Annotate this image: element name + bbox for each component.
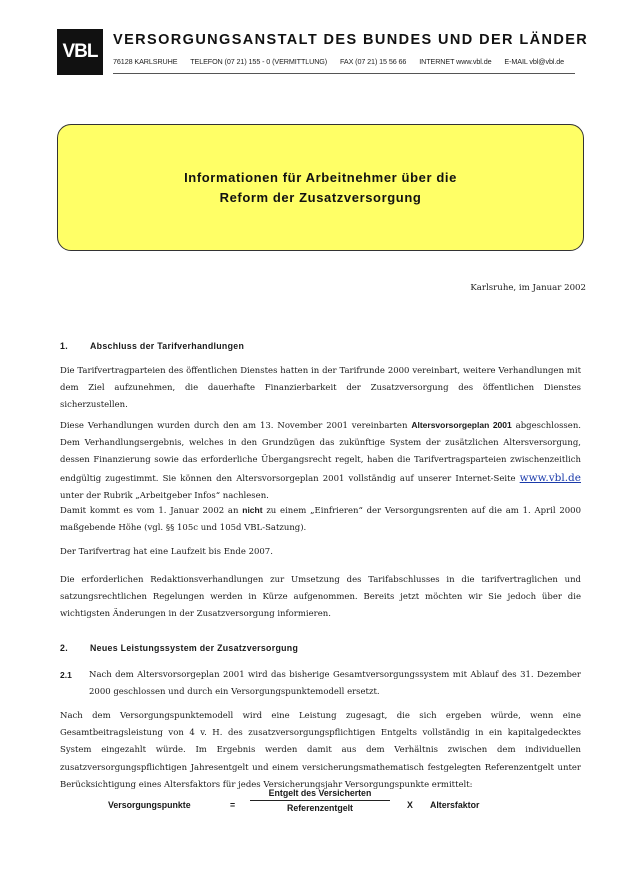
fax: FAX (07 21) 15 56 66 [340, 57, 407, 66]
dateline: Karlsruhe, im Januar 2002 [470, 283, 586, 293]
text: unter der Rubrik „Arbeitgeber Infos“ nachlesen. [60, 490, 269, 501]
paragraph [60, 417, 581, 505]
bold-text: nicht [242, 505, 263, 515]
section-2-heading [60, 643, 298, 653]
text: Diese Verhandlungen wurden durch den am 13. November 2001 vereinbarten [60, 421, 412, 431]
organization-name: VERSORGUNGSANSTALT DES BUNDES UND DER LÄNDER [113, 32, 589, 48]
formula-rhs: Altersfaktor [430, 800, 480, 810]
formula-equals: = [230, 800, 236, 810]
section-number: 2. [60, 643, 68, 653]
text: abgeschlossen. Dem Verhandlungsergebnis, welches in den Grundzügen das zukünftige System der zusätzlichen Altersversorgung, dessen Finanzierung sowie das erforderliche Übergangsrecht regelt, haben die Tarifvertragsparteien zwischenzeitlich endgültig zugestimmt. Sie können den Altersvorsorgeplan 2001 vollständig auf unserer Internet-Seite [60, 421, 581, 484]
paragraph [60, 502, 581, 537]
formula [60, 788, 581, 828]
email[interactable]: E-MAIL vbl@vbl.de [504, 57, 565, 66]
banner-title-line-2: Reform der Zusatzversorgung [219, 189, 422, 205]
website-link[interactable]: www.vbl.de [519, 471, 581, 484]
paragraph: Der Tarifvertrag hat eine Laufzeit bis Ende 2007. [60, 547, 273, 557]
section-title: Neues Leistungssystem der Zusatzversorgung [90, 643, 299, 653]
paragraph: Nach dem Versorgungspunktemodell wird eine Leistung zugesagt, die sich ergeben würde, wenn eine Gesamtbeitragsleistung von 4 v. H. des zusatzversorgungspflichtigen Entgelts vollständig in ein kapitalgedecktes System eingezahlt würde. Im Ergebnis werden damit aus dem Verhältnis zwischen dem individuellen zusatzversorgungspflichtigen Jahresentgelt und einem versicherungsmathematisch festgelegten Referenzentgelt unter Berücksichtigung eines Altersfaktors für jedes Versicherungsjahr Versorgungspunkte ermittelt: [60, 711, 581, 790]
section-number: 1. [60, 341, 68, 351]
formula-denominator: Referenzentgelt [287, 803, 353, 813]
header-divider [113, 73, 575, 74]
phone: TELEFON (07 21) 155 - 0 (VERMITTLUNG) [190, 57, 328, 66]
section-title: Abschluss der Tarifverhandlungen [90, 341, 245, 351]
subsection-number: 2.1 [60, 670, 72, 680]
vbl-logo: VBL [57, 29, 103, 75]
subsection-2-1 [60, 667, 581, 701]
formula-times: X [407, 800, 413, 810]
bold-text: Altersvorsorgeplan 2001 [411, 420, 512, 430]
section-1-heading [60, 341, 244, 351]
address: 76128 KARLSRUHE [113, 57, 178, 66]
internet[interactable]: INTERNET www.vbl.de [419, 57, 492, 66]
paragraph: Die Tarifvertragparteien des öffentlichen Dienstes hatten in der Tarifrunde 2000 vereinbart, weitere Verhandlungen mit dem Ziel aufzunehmen, die dauerhafte Finanzierbarkeit der Zusatzversorgung des öffentlichen Dienstes sicherzustellen. [60, 366, 581, 411]
paragraph: Die erforderlichen Redaktionsverhandlungen zur Umsetzung des Tarifabschlusses in die tarifvertraglichen und satzungsrechtlichen Regelungen werden in Kürze aufgenommen. Bereits jetzt möchten wir Sie jedoch über die wichtigsten Änderungen in der Zusatzversorgung informieren. [60, 575, 581, 620]
text: zu einem „Einfrieren“ der Versorgungsrenten auf die am 1. April 2000 maßgebende Höhe (vgl. §§ 105c und 105d VBL-Satzung). [60, 506, 581, 534]
title-banner [57, 124, 584, 251]
formula-numerator: Entgelt des Versicherten [250, 788, 390, 801]
banner-title-line-1: Informationen für Arbeitnehmer über die [184, 169, 457, 185]
formula-fraction [250, 788, 390, 813]
text: Damit kommt es vom 1. Januar 2002 an [60, 506, 243, 516]
subsection-text: Nach dem Altersvorsorgeplan 2001 wird das bisherige Gesamtversorgungssystem mit Ablauf des 31. Dezember 2000 geschlossen und durch ein Versorgungspunktemodell ersetzt. [89, 670, 581, 698]
contact-line [113, 57, 575, 66]
formula-lhs: Versorgungspunkte [108, 800, 191, 810]
